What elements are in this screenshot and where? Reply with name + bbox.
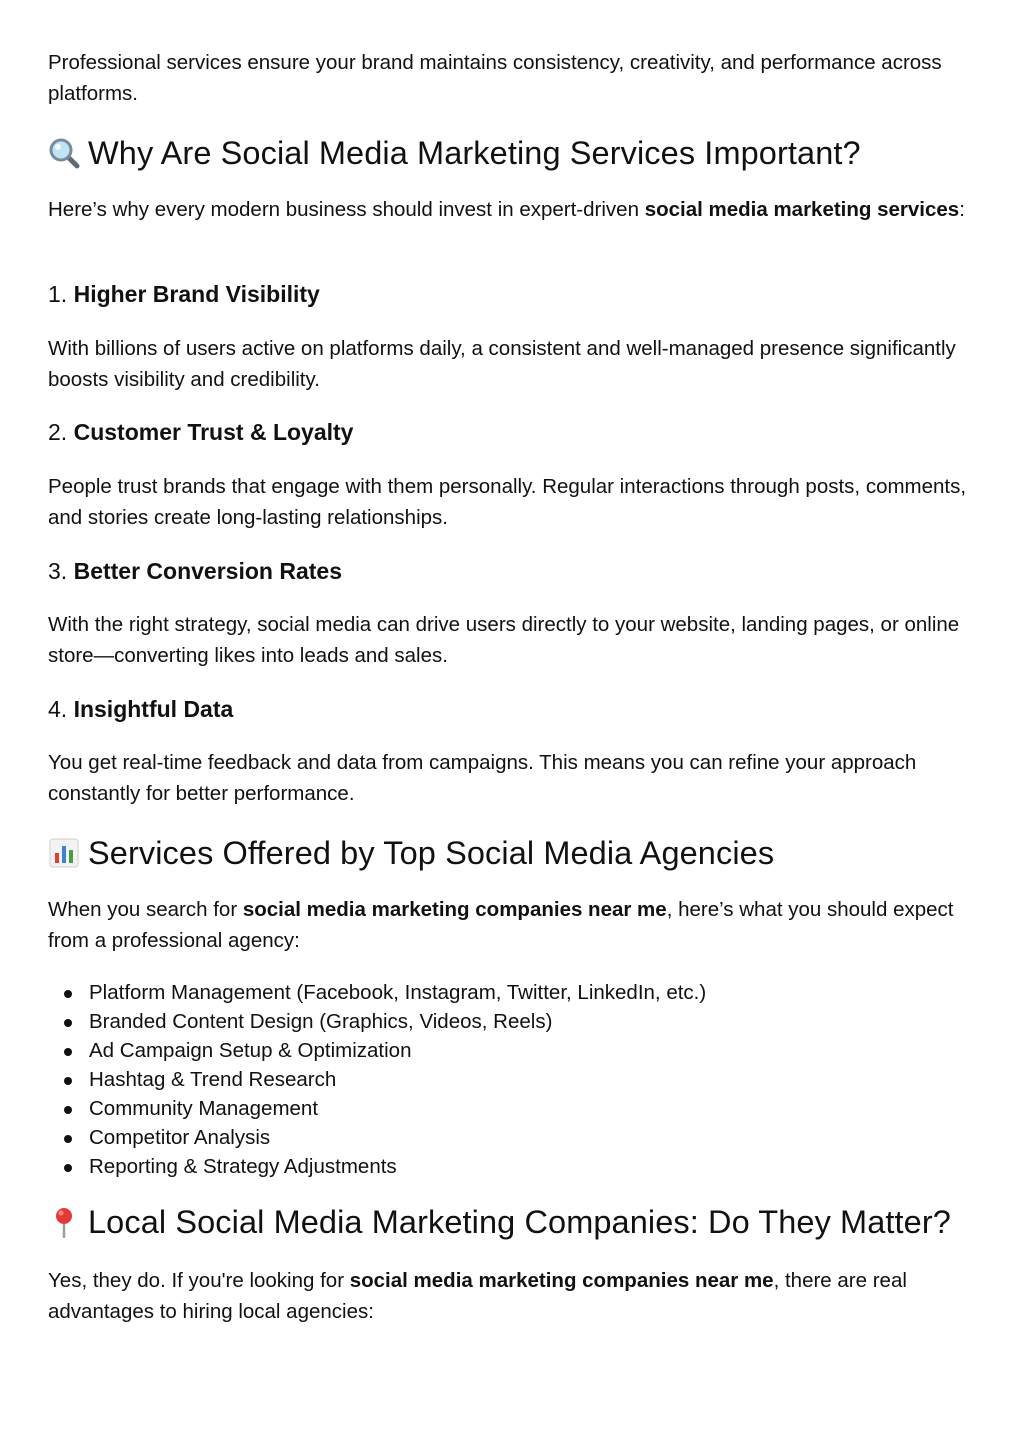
lead-text: Here’s why every modern business should invest in expert-driven [48, 198, 645, 221]
item-heading-2: 2. Customer Trust & Loyalty [48, 419, 354, 445]
lead-text: When you search for [48, 898, 243, 921]
heading-local-companies [48, 1202, 968, 1242]
magnifying-glass-icon [48, 137, 80, 169]
lead-bold-text: social media marketing companies near me [242, 898, 667, 921]
list-item: Hashtag & Trend Research [48, 1065, 968, 1094]
list-item: Ad Campaign Setup & Optimization [48, 1036, 968, 1065]
lead-text-end: , here’s what you should expect from a professional agency: [48, 898, 954, 952]
lead-text-end: : [959, 198, 965, 221]
item-body-3: With the right strategy, social media can drive users directly to your website, landing pages, or online store—converting likes into leads and sales. [48, 613, 960, 667]
intro-paragraph: Professional services ensure your brand maintains consistency, creativity, and performance across platforms. [48, 51, 942, 105]
lead-bold-text: social media marketing services [644, 198, 960, 221]
heading-text: Why Are Social Media Marketing Services Important? [88, 135, 861, 171]
heading-why-important [48, 133, 968, 173]
why-lead-paragraph [48, 194, 968, 225]
heading-text: Services Offered by Top Social Media Agencies [88, 835, 775, 871]
lead-bold-text: social media marketing companies near me [349, 1269, 774, 1292]
item-body-2: People trust brands that engage with them personally. Regular interactions through posts, comments, and stories create long-lasting relationships. [48, 475, 967, 529]
services-lead-paragraph [48, 894, 968, 956]
item-body-1: With billions of users active on platforms daily, a consistent and well-managed presence significantly boosts visibility and credibility. [48, 337, 956, 391]
list-item: Reporting & Strategy Adjustments [48, 1152, 968, 1181]
local-lead-paragraph [48, 1265, 968, 1327]
item-body-4: You get real-time feedback and data from campaigns. This means you can refine your approach constantly for better performance. [48, 751, 917, 805]
list-item: Branded Content Design (Graphics, Videos, Reels) [48, 1007, 968, 1036]
item-heading-4: 4. Insightful Data [48, 696, 234, 722]
lead-text-end: , there are real advantages to hiring local agencies: [48, 1269, 907, 1323]
list-item: Competitor Analysis [48, 1123, 968, 1152]
item-heading-3: 3. Better Conversion Rates [48, 558, 342, 584]
services-list [48, 978, 968, 1181]
heading-text: Local Social Media Marketing Companies: Do They Matter? [88, 1204, 951, 1240]
item-heading-1: 1. Higher Brand Visibility [48, 281, 320, 307]
lead-text: Yes, they do. If you're looking for [48, 1269, 350, 1292]
list-item: Community Management [48, 1094, 968, 1123]
list-item: Platform Management (Facebook, Instagram, Twitter, LinkedIn, etc.) [48, 978, 968, 1007]
bar-chart-icon [48, 837, 80, 869]
heading-services-offered [48, 833, 968, 873]
round-pushpin-icon [48, 1206, 80, 1238]
